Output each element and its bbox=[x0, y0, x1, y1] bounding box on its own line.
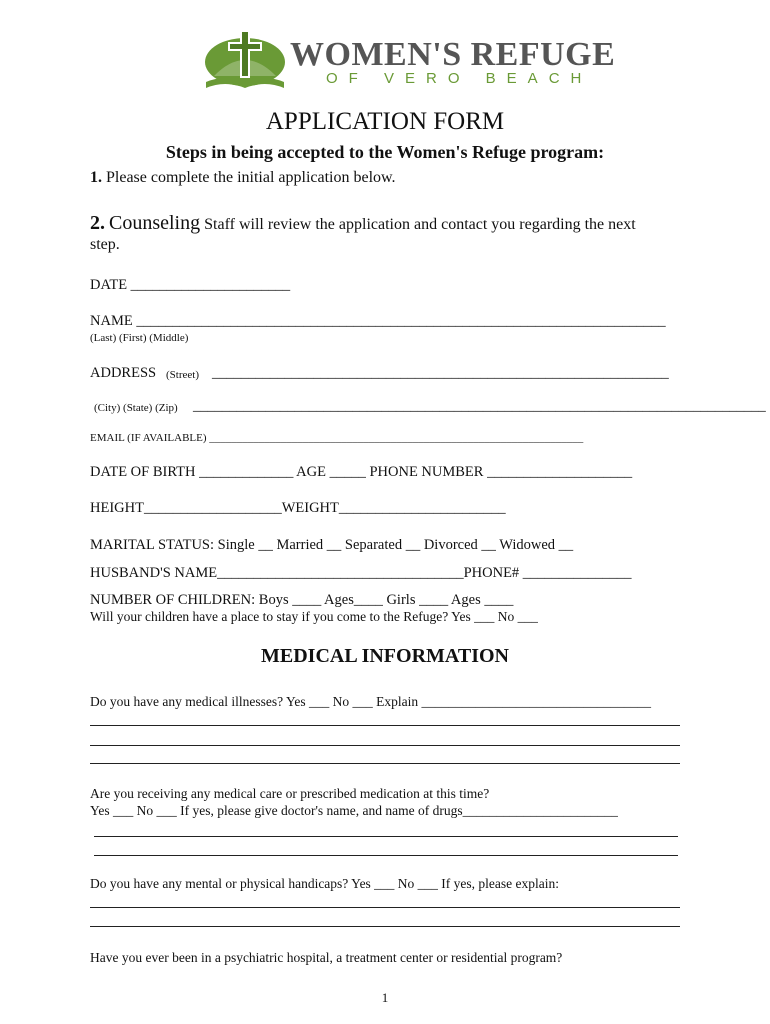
medical-care-answer-row[interactable]: Yes ___ No ___ If yes, please give doctor's name, and name of drugs_______________________ bbox=[90, 803, 618, 818]
logo-main-text: WOMEN'S REFUGE bbox=[290, 36, 616, 73]
name-hint: (Last) (First) (Middle) bbox=[90, 332, 189, 344]
dob-age-phone-row[interactable]: DATE OF BIRTH _____________ AGE _____ PHONE NUMBER ____________________ bbox=[90, 464, 633, 480]
page-number: 1 bbox=[381, 990, 389, 1005]
page-title: APPLICATION FORM bbox=[265, 108, 505, 135]
address-hint: (Street) bbox=[166, 369, 199, 381]
height-weight-row[interactable]: HEIGHT___________________WEIGHT_______________________ bbox=[90, 500, 506, 516]
step-2-word: Counseling bbox=[109, 212, 201, 234]
children-row[interactable]: NUMBER OF CHILDREN: Boys ____ Ages____ Girls ____ Ages ____ bbox=[90, 592, 514, 608]
step-1-text: Please complete the initial application below. bbox=[106, 169, 396, 186]
logo bbox=[200, 24, 616, 96]
children-place-row[interactable]: Will your children have a place to stay if you come to the Refuge? Yes ___ No ___ bbox=[90, 609, 538, 624]
answer-line[interactable] bbox=[90, 926, 680, 927]
address-label: ADDRESS bbox=[90, 365, 157, 381]
city-hint: (City) (State) (Zip) bbox=[94, 402, 178, 414]
address-city-field[interactable]: _______________________________________________________________________________ bbox=[193, 398, 766, 414]
answer-line[interactable] bbox=[90, 745, 680, 746]
marital-status-row[interactable]: MARITAL STATUS: Single __ Married __ Separated __ Divorced __ Widowed __ bbox=[90, 537, 574, 553]
answer-line[interactable] bbox=[94, 836, 678, 837]
answer-line[interactable] bbox=[90, 725, 680, 726]
answer-line[interactable] bbox=[94, 855, 678, 856]
email-field[interactable]: EMAIL (IF AVAILABLE) ____________________________________________________________________ bbox=[90, 432, 584, 444]
step-2 bbox=[90, 212, 636, 235]
step-1 bbox=[90, 169, 396, 187]
cross-sunrise-book-icon bbox=[200, 24, 290, 94]
answer-line[interactable] bbox=[90, 763, 680, 764]
step-2-number: 2. bbox=[90, 212, 105, 234]
medical-care-question: Are you receiving any medical care or prescribed medication at this time? bbox=[90, 786, 490, 801]
page-subtitle: Steps in being accepted to the Women's Refuge program: bbox=[165, 142, 605, 162]
handicaps-question[interactable]: Do you have any mental or physical handicaps? Yes ___ No ___ If yes, please explain: bbox=[90, 876, 560, 891]
step-1-number: 1. bbox=[90, 169, 102, 186]
medical-illness-question[interactable]: Do you have any medical illnesses? Yes ___ No ___ Explain __________________________________ bbox=[90, 694, 651, 709]
medical-heading: MEDICAL INFORMATION bbox=[261, 645, 509, 667]
logo-sub-text: OF VERO BEACH bbox=[326, 70, 593, 87]
name-field[interactable]: NAME _________________________________________________________________________ bbox=[90, 313, 666, 329]
husband-phone-row[interactable]: HUSBAND'S NAME__________________________________PHONE# _______________ bbox=[90, 565, 632, 581]
step-2-text: Staff will review the application and contact you regarding the next bbox=[204, 216, 636, 233]
date-field[interactable]: DATE ______________________ bbox=[90, 277, 291, 293]
step-2-continued: step. bbox=[90, 236, 120, 253]
answer-line[interactable] bbox=[90, 907, 680, 908]
psychiatric-question: Have you ever been in a psychiatric hospital, a treatment center or residential program? bbox=[90, 950, 563, 965]
address-street-field[interactable]: _______________________________________________________________ bbox=[212, 365, 669, 381]
